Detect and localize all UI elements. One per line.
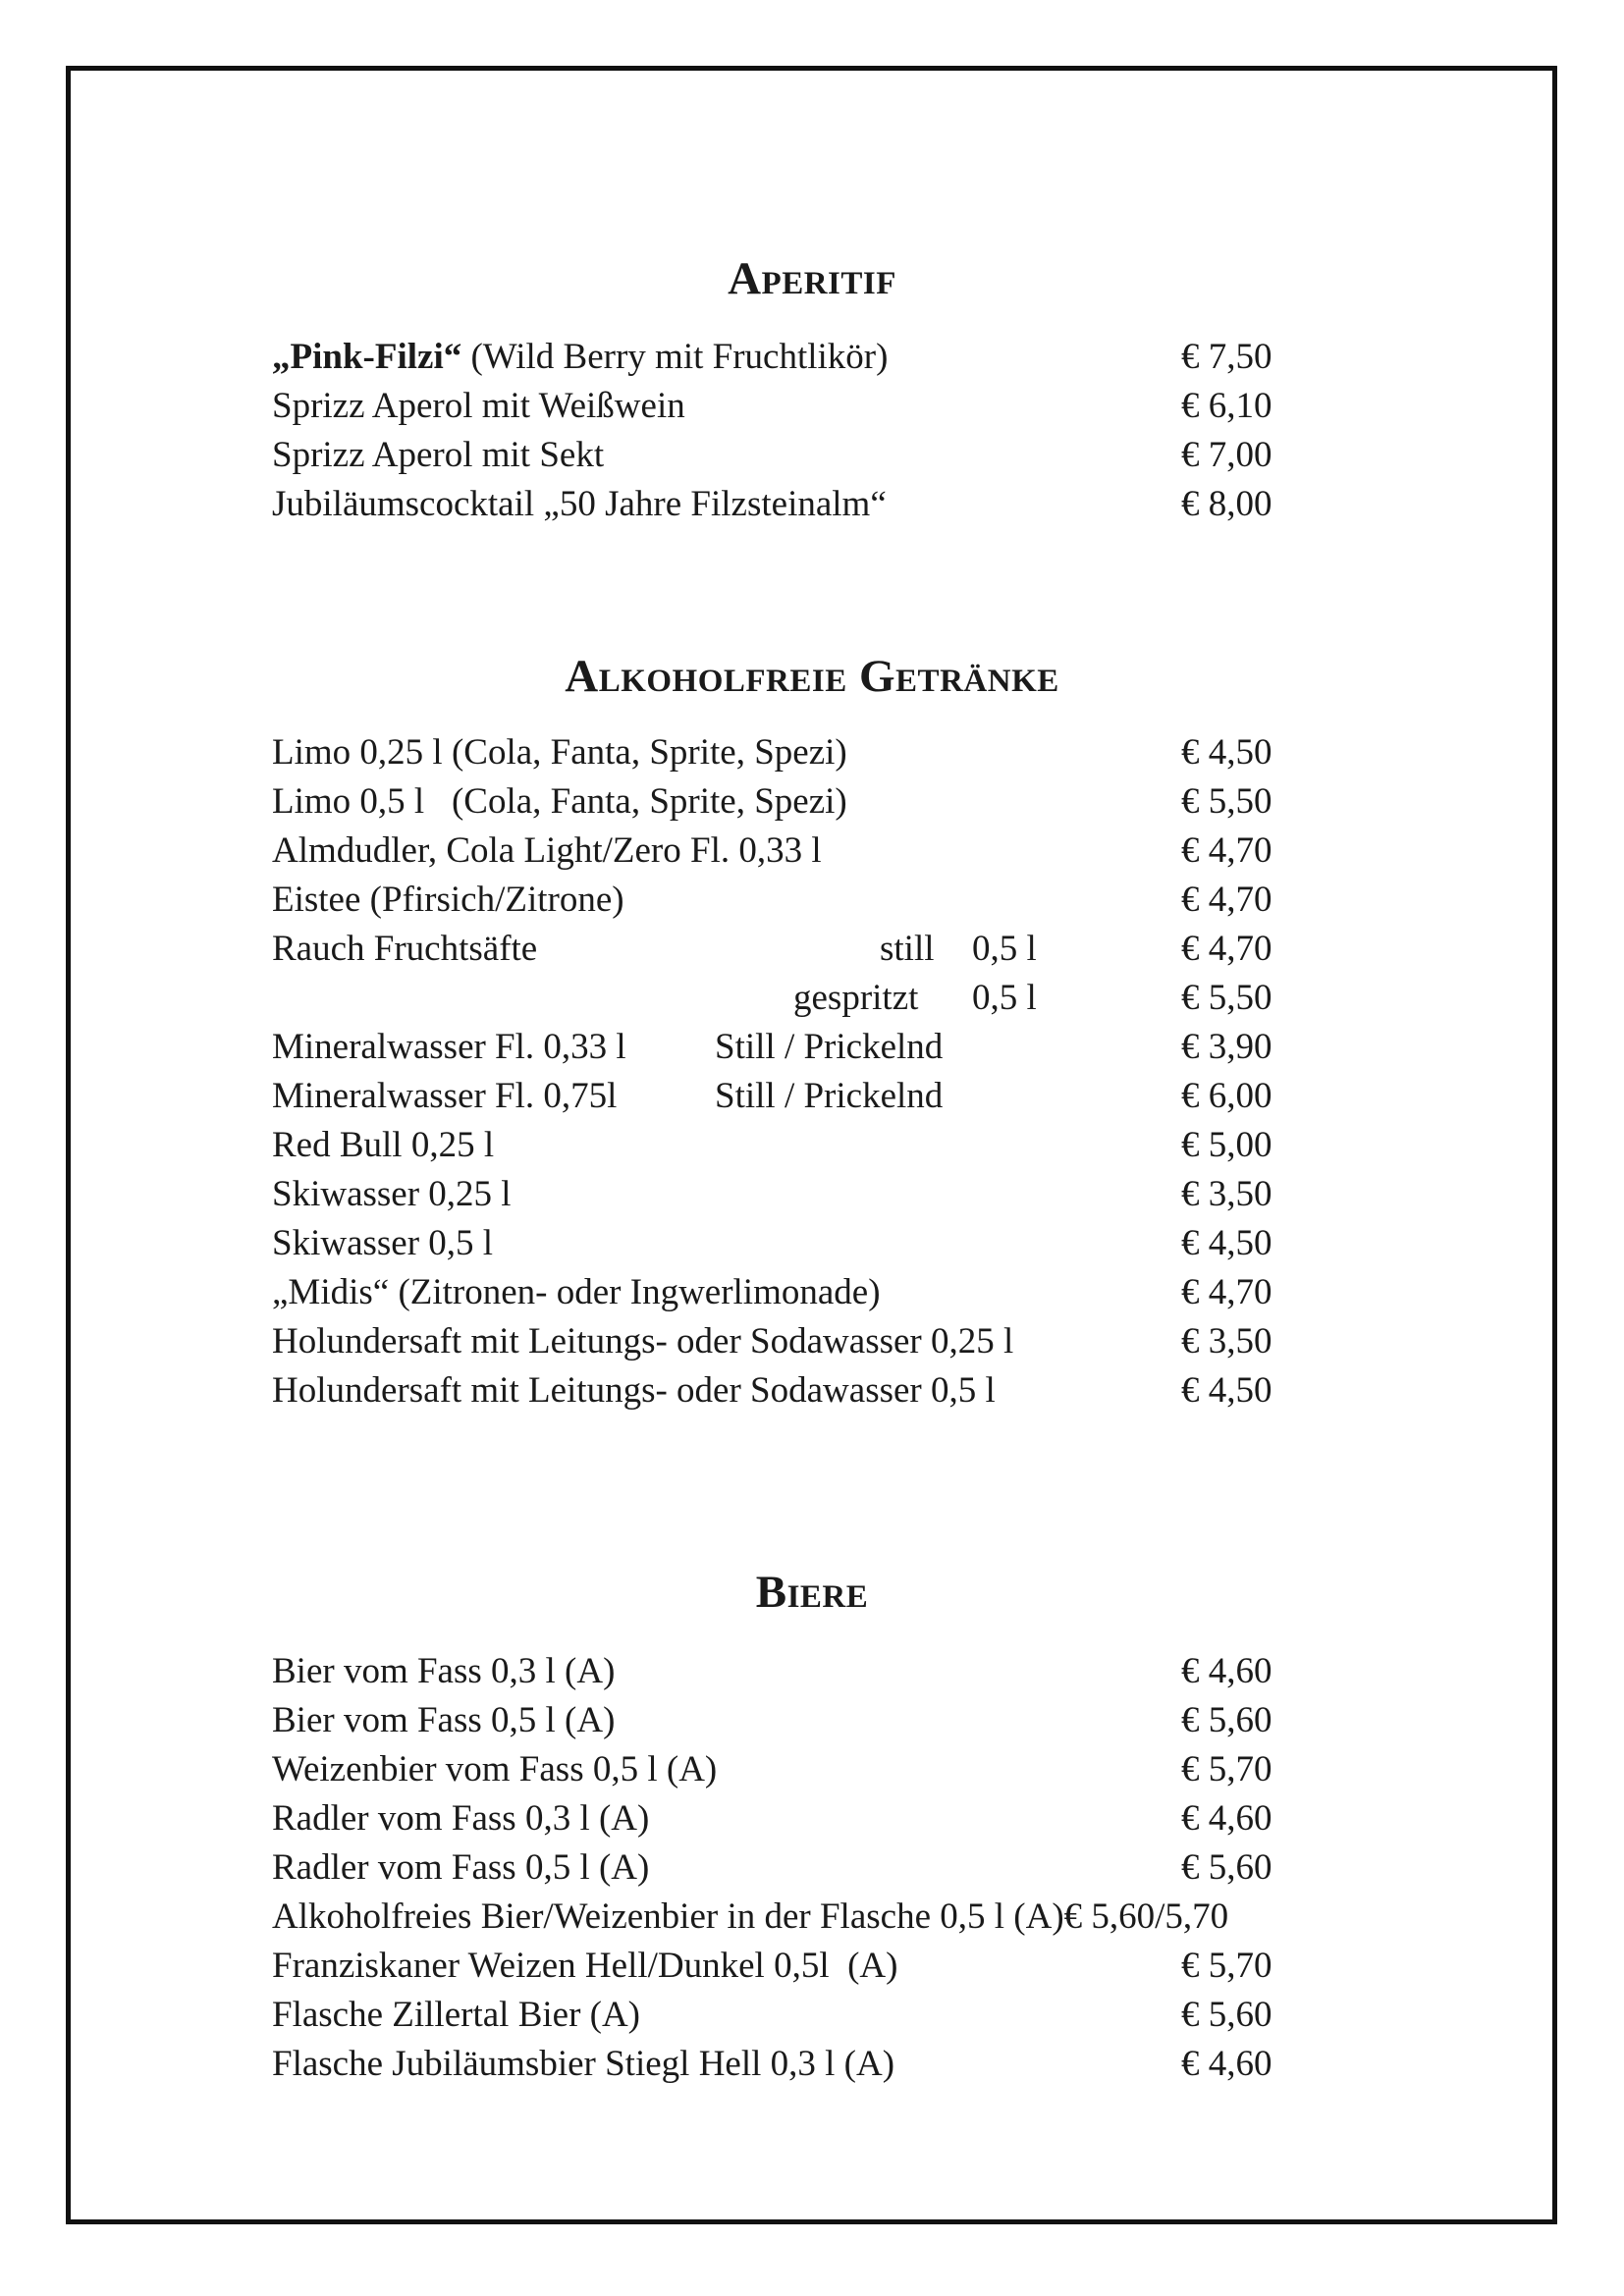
menu-item xyxy=(0,728,1624,777)
menu-item xyxy=(0,480,1624,529)
item-name: Franziskaner Weizen Hell/Dunkel 0,5l (A) xyxy=(272,1946,898,1986)
menu-item xyxy=(0,1794,1624,1843)
item-price: € 8,00 xyxy=(1181,484,1272,524)
item-price: € 4,60 xyxy=(1181,2044,1272,2084)
menu-item xyxy=(0,1317,1624,1366)
menu-item xyxy=(0,974,1624,1023)
item-name: Sprizz Aperol mit Weißwein xyxy=(272,386,685,426)
item-price: € 4,50 xyxy=(1181,732,1272,773)
item-name: Radler vom Fass 0,5 l (A) xyxy=(272,1847,650,1888)
menu-item xyxy=(0,1366,1624,1415)
item-name-bold: „Pink-Filzi“ xyxy=(272,337,462,377)
item-price: € 3,90 xyxy=(1181,1027,1272,1067)
menu-item xyxy=(0,1745,1624,1794)
item-price: € 4,50 xyxy=(1181,1223,1272,1263)
menu-item xyxy=(0,1121,1624,1170)
item-size: 0,5 l xyxy=(972,978,1037,1018)
item-price: € 5,00 xyxy=(1181,1125,1272,1165)
menu-item xyxy=(0,431,1624,480)
item-name: Red Bull 0,25 l xyxy=(272,1125,495,1165)
item-price: € 4,70 xyxy=(1181,830,1272,871)
item-name-rest: (Wild Berry mit Fruchtlikör) xyxy=(461,337,889,377)
section-heading-alkoholfreie-getraenke: Alkoholfreie Getränke xyxy=(565,651,1059,702)
item-name: Flasche Zillertal Bier (A) xyxy=(272,1995,641,2035)
menu-item xyxy=(0,2040,1624,2089)
item-price: € 5,50 xyxy=(1181,781,1272,822)
item-name: „Midis“ (Zitronen- oder Ingwerlimonade) xyxy=(272,1272,881,1312)
menu-item xyxy=(0,333,1624,382)
menu-item xyxy=(0,827,1624,876)
menu-item xyxy=(0,1991,1624,2040)
item-price: € 4,70 xyxy=(1181,929,1272,969)
menu-item xyxy=(0,382,1624,431)
item-variant: gespritzt xyxy=(793,978,919,1018)
menu-item xyxy=(0,1023,1624,1072)
item-price: € 5,70 xyxy=(1181,1749,1272,1789)
item-price: € 5,50 xyxy=(1181,978,1272,1018)
menu-item xyxy=(0,1219,1624,1268)
item-variant: Still / Prickelnd xyxy=(715,1076,944,1116)
item-price: € 3,50 xyxy=(1181,1321,1272,1362)
item-price: € 5,60 xyxy=(1181,1847,1272,1888)
menu-item xyxy=(0,1843,1624,1893)
item-name: Mineralwasser Fl. 0,33 l xyxy=(272,1027,626,1067)
menu-item xyxy=(0,1268,1624,1317)
menu-item xyxy=(0,1696,1624,1745)
item-price: € 4,60 xyxy=(1181,1798,1272,1839)
item-name: Sprizz Aperol mit Sekt xyxy=(272,435,605,475)
item-name: Skiwasser 0,25 l xyxy=(272,1174,512,1214)
menu-item xyxy=(0,1072,1624,1121)
item-name: Bier vom Fass 0,5 l (A) xyxy=(272,1700,616,1740)
item-price: € 7,50 xyxy=(1181,337,1272,377)
menu-item xyxy=(0,925,1624,974)
item-name: Eistee (Pfirsich/Zitrone) xyxy=(272,880,624,920)
item-name: Radler vom Fass 0,3 l (A) xyxy=(272,1798,650,1839)
item-name: Weizenbier vom Fass 0,5 l (A) xyxy=(272,1749,718,1789)
item-size: 0,5 l xyxy=(972,929,1037,969)
item-price: € 4,70 xyxy=(1181,880,1272,920)
item-price: € 3,50 xyxy=(1181,1174,1272,1214)
section-heading-biere: Biere xyxy=(755,1567,869,1618)
item-name: Holundersaft mit Leitungs- oder Sodawasser 0,25 l xyxy=(272,1321,1014,1362)
item-price: € 7,00 xyxy=(1181,435,1272,475)
item-variant: Still / Prickelnd xyxy=(715,1027,944,1067)
item-price: € 6,10 xyxy=(1181,386,1272,426)
item-price: € 4,70 xyxy=(1181,1272,1272,1312)
item-variant: still xyxy=(880,929,935,969)
item-name: Rauch Fruchtsäfte xyxy=(272,929,538,969)
section-heading-aperitif: Aperitif xyxy=(728,253,896,304)
item-name: Almdudler, Cola Light/Zero Fl. 0,33 l xyxy=(272,830,822,871)
item-name xyxy=(272,333,888,382)
item-price: € 4,50 xyxy=(1181,1370,1272,1411)
item-price: € 5,60 xyxy=(1181,1700,1272,1740)
menu-item xyxy=(0,1893,1624,1942)
item-price: € 5,60 xyxy=(1181,1995,1272,2035)
menu-item xyxy=(0,1170,1624,1219)
item-name: Mineralwasser Fl. 0,75l xyxy=(272,1076,618,1116)
item-name: Jubiläumscocktail „50 Jahre Filzsteinalm“ xyxy=(272,484,887,524)
item-price: € 6,00 xyxy=(1181,1076,1272,1116)
item-name: Bier vom Fass 0,3 l (A) xyxy=(272,1651,616,1691)
item-name: Flasche Jubiläumsbier Stiegl Hell 0,3 l (A) xyxy=(272,2044,895,2084)
item-name: Limo 0,5 l (Cola, Fanta, Sprite, Spezi) xyxy=(272,781,847,822)
item-price: € 4,60 xyxy=(1181,1651,1272,1691)
menu-item xyxy=(0,1942,1624,1991)
item-name: Holundersaft mit Leitungs- oder Sodawasser 0,5 l xyxy=(272,1370,996,1411)
item-price: € 5,70 xyxy=(1181,1946,1272,1986)
item-name: Limo 0,25 l (Cola, Fanta, Sprite, Spezi) xyxy=(272,732,847,773)
item-name: Alkoholfreies Bier/Weizenbier in der Flasche 0,5 l (A)€ 5,60/5,70 xyxy=(272,1896,1229,1937)
menu-item xyxy=(0,1647,1624,1696)
item-name: Skiwasser 0,5 l xyxy=(272,1223,494,1263)
menu-item xyxy=(0,777,1624,827)
menu-item xyxy=(0,876,1624,925)
